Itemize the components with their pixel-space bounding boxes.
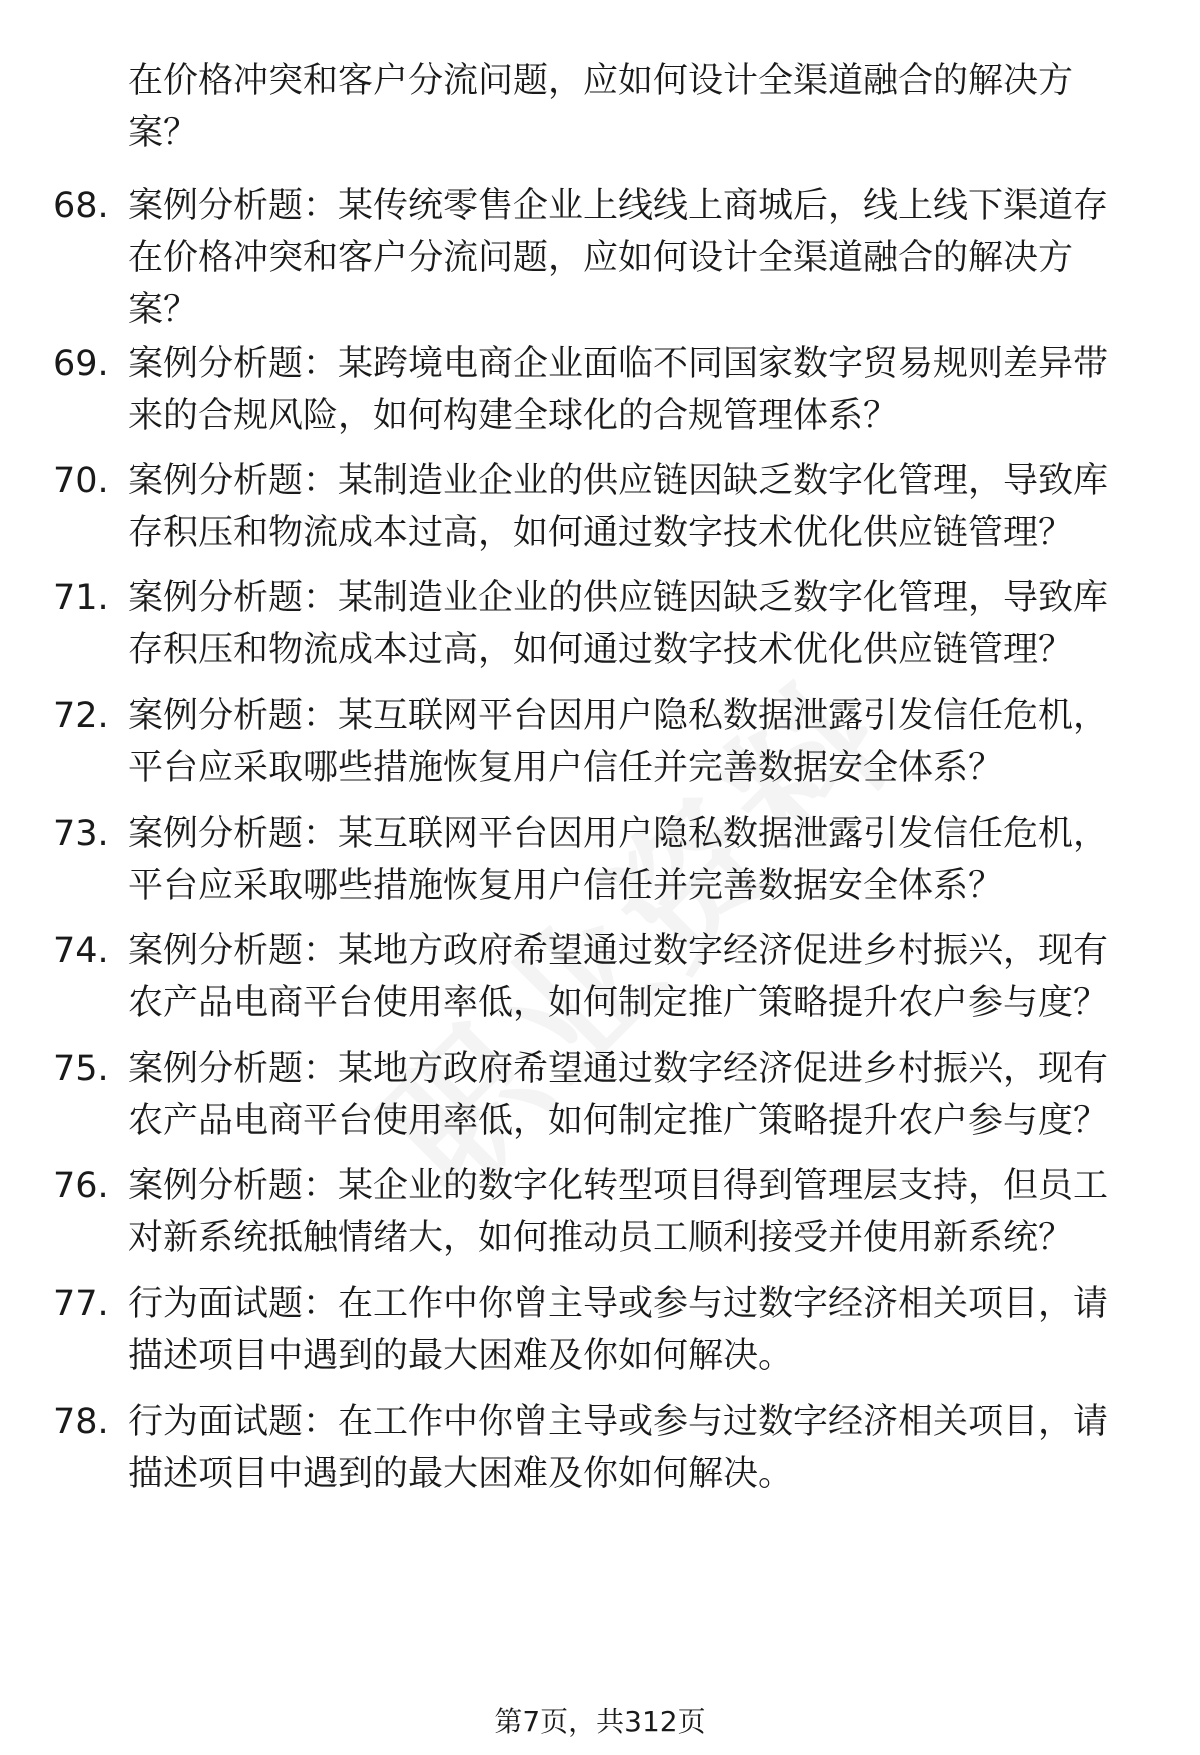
question-number: 78. — [53, 1402, 109, 1442]
question-number: 69. — [53, 344, 109, 384]
question-number: 68. — [53, 186, 109, 226]
question-number: 77. — [53, 1284, 109, 1324]
question-text: 案例分析题：某传统零售企业上线线上商城后，线上线下渠道存在价格冲突和客户分流问题，应如何设计全渠道融合的解决方案？ — [128, 186, 1109, 330]
question-number: 76. — [53, 1166, 109, 1206]
continued-question-text: 在价格冲突和客户分流问题，应如何设计全渠道融合的解决方案？ — [128, 61, 1074, 153]
question-text: 案例分析题：某地方政府希望通过数字经济促进乡村振兴，现有农产品电商平台使用率低，如何制定推广策略提升农户参与度？ — [128, 1049, 1109, 1141]
question-text: 案例分析题：某跨境电商企业面临不同国家数字贸易规则差异带来的合规风险，如何构建全球化的合规管理体系？ — [128, 344, 1109, 436]
question-number: 75. — [53, 1049, 109, 1089]
question-text: 行为面试题：在工作中你曾主导或参与过数字经济相关项目，请描述项目中遇到的最大困难及你如何解决。 — [128, 1402, 1109, 1494]
question-text: 案例分析题：某制造业企业的供应链因缺乏数字化管理，导致库存积压和物流成本过高，如何通过数字技术优化供应链管理？ — [128, 578, 1109, 670]
page-footer: 第7页，共312页 — [494, 1705, 706, 1738]
question-text: 案例分析题：某地方政府希望通过数字经济促进乡村振兴，现有农产品电商平台使用率低，如何制定推广策略提升农户参与度？ — [128, 931, 1109, 1023]
question-text: 行为面试题：在工作中你曾主导或参与过数字经济相关项目，请描述项目中遇到的最大困难及你如何解决。 — [128, 1284, 1109, 1376]
question-text: 案例分析题：某互联网平台因用户隐私数据泄露引发信任危机，平台应采取哪些措施恢复用户信任并完善数据安全体系？ — [128, 696, 1109, 788]
question-number: 73. — [53, 814, 109, 854]
question-number: 72. — [53, 696, 109, 736]
question-text: 案例分析题：某企业的数字化转型项目得到管理层支持，但员工对新系统抵触情绪大，如何推动员工顺利接受并使用新系统？ — [128, 1166, 1109, 1258]
question-number: 71. — [53, 578, 109, 618]
question-text: 案例分析题：某互联网平台因用户隐私数据泄露引发信任危机，平台应采取哪些措施恢复用户信任并完善数据安全体系？ — [128, 814, 1109, 906]
question-number: 70. — [53, 461, 109, 501]
question-text: 案例分析题：某制造业企业的供应链因缺乏数字化管理，导致库存积压和物流成本过高，如何通过数字技术优化供应链管理？ — [128, 461, 1109, 553]
question-number: 74. — [53, 931, 109, 971]
